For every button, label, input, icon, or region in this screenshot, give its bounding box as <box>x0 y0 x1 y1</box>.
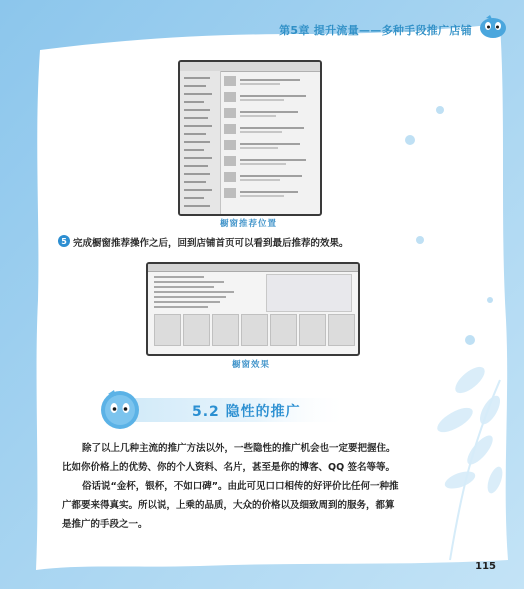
window-recommend-screenshot <box>178 60 322 216</box>
screenshot-banner <box>266 274 352 312</box>
window-effect-screenshot <box>146 262 360 356</box>
body-line: 是推广的手段之一。 <box>62 519 148 530</box>
step-instruction: 完成橱窗推荐操作之后，回到店铺首页可以看到最后推荐的效果。 <box>73 238 349 249</box>
figure-caption-2: 橱窗效果 <box>232 360 271 370</box>
body-line: 比如你价格上的优势、你的个人资料、名片，甚至是你的博客、QQ 签名等等。 <box>62 462 395 473</box>
step-number-badge: 5 <box>58 235 70 247</box>
page-number: 115 <box>475 561 496 572</box>
body-line: 除了以上几种主流的推广方法以外，一些隐性的推广机会也一定要把握住。 <box>82 443 396 454</box>
screenshot-sidebar <box>180 71 221 214</box>
section-title: 5.2 隐性的推广 <box>192 404 301 420</box>
body-line: 广都要来得真实。所以说，上乘的品质，大众的价格以及细致周到的服务，都算 <box>62 500 395 511</box>
mascot-icon <box>478 14 508 40</box>
figure-caption-1: 橱窗推荐位置 <box>220 219 278 229</box>
body-paragraphs <box>62 439 472 534</box>
chapter-header: 第5章 提升流量——多种手段推广店铺 <box>279 24 472 37</box>
body-line: 俗话说“金杯，银杯，不如口碑”。由此可见口口相传的好评价比任何一种推 <box>82 481 399 492</box>
screenshot-toolbar <box>148 264 358 272</box>
